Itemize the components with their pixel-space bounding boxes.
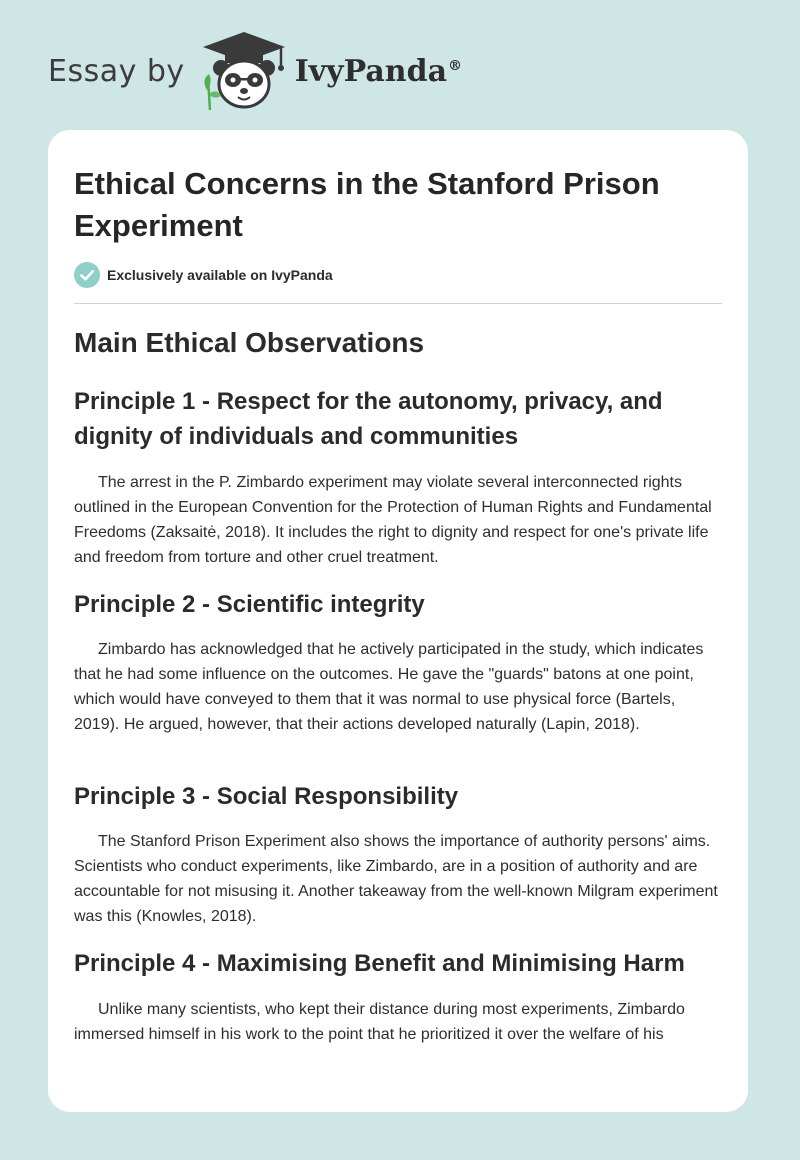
principle-text: The arrest in the P. Zimbardo experiment may violate several interconnected rights outlined in the European Convention for the Protection of Human Rights and Fundamental Freedoms (Zaksaitė, 2018). It includes the right to dignity and respect for one's private life and freedom from torture and other cruel treatment. bbox=[74, 474, 712, 566]
brand-header bbox=[48, 30, 462, 112]
divider bbox=[74, 303, 722, 304]
principle-heading: Principle 4 - Maximising Benefit and Minimising Harm bbox=[74, 950, 685, 977]
brand-prefix: Essay by bbox=[48, 53, 185, 89]
principle-heading: Principle 2 - Scientific integrity bbox=[74, 591, 425, 618]
principle-heading: Principle 3 - Social Responsibility bbox=[74, 783, 459, 810]
principle-heading: Principle 1 - Respect for the autonomy, privacy, and dignity of individuals and communities bbox=[74, 388, 663, 450]
principle-text: Zimbardo has acknowledged that he actively participated in the study, which indicates that he had some influence on the outcomes. He gave the "guards" batons at one point, which would have conveyed to them that it was normal to use physical force (Bartels, 2019). He argued, however, that their actions developed naturally (Lapin, 2018). bbox=[74, 641, 704, 733]
essay-card bbox=[48, 130, 748, 1112]
panda-graduate-icon bbox=[199, 30, 289, 112]
section-heading: Main Ethical Observations bbox=[74, 327, 425, 358]
exclusive-label: Exclusively available on IvyPanda bbox=[107, 267, 333, 283]
page-title: Ethical Concerns in the Stanford Prison Experiment bbox=[74, 166, 660, 243]
principle-text: The Stanford Prison Experiment also shows the importance of authority persons' aims. Scientists who conduct experiments, like Zimbardo, are in a position of authority and are accountable for not misusing it. Another takeaway from the well-known Milgram experiment was this (Knowles, 2018). bbox=[74, 833, 718, 925]
brand-name[interactable]: IvyPanda® bbox=[294, 53, 463, 89]
check-circle-icon bbox=[74, 262, 100, 288]
exclusive-badge bbox=[74, 261, 333, 289]
principle-text: Unlike many scientists, who kept their distance during most experiments, Zimbardo immersed himself in his work to the point that he prioritized it over the welfare of his bbox=[74, 1001, 685, 1043]
